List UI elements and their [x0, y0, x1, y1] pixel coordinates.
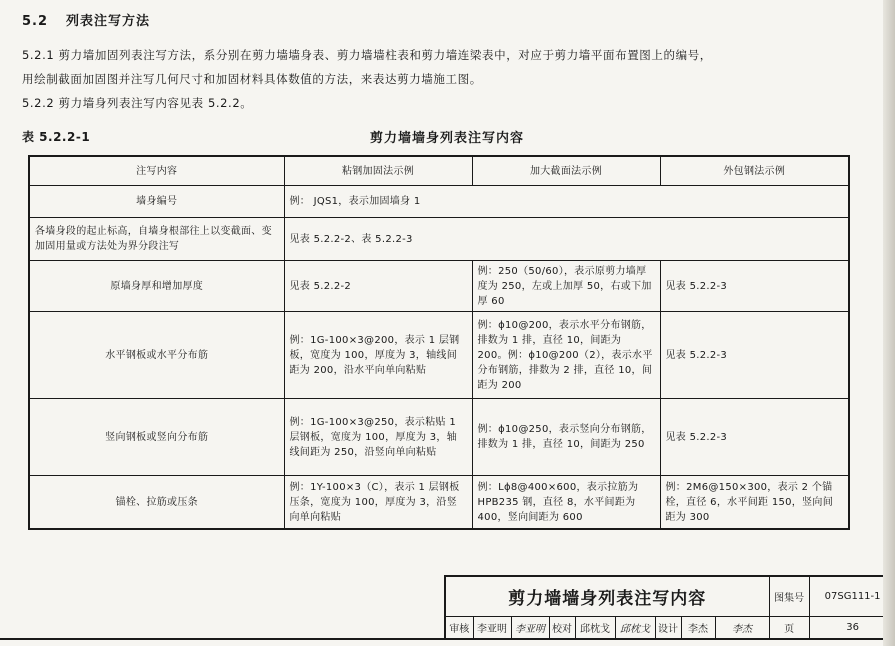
table-row: [29, 218, 849, 261]
cell-bonded-steel: 例：1G-100×3@250，表示粘贴 1 层钢板，宽度为 100，厚度为 3，轴线间距为 250，沿竖向单向粘贴: [284, 399, 472, 476]
cell-encased-steel: 见表 5.2.2-3: [660, 312, 849, 399]
design-label: 设计: [655, 616, 681, 638]
title-block: [444, 575, 895, 637]
cell-enlarged-section: 例：ϕ10@250，表示竖向分布钢筋，排数为 1 排，直径 10，间距为 250: [472, 399, 660, 476]
atlas-number: 07SG111-1: [809, 576, 895, 616]
row-label: 原墙身厚和增加厚度: [29, 261, 284, 312]
cell-enlarged-section: 例：250（50/60），表示原剪力墙厚度为 250，左或上加厚 50，右或下加厚 60: [472, 261, 660, 312]
row-merged-cell: 见表 5.2.2-2、表 5.2.2-3: [284, 218, 849, 261]
page-number: 36: [809, 616, 895, 638]
designer-name: 李杰: [681, 616, 715, 638]
cell-bonded-steel: 见表 5.2.2-2: [284, 261, 472, 312]
table-row: [29, 312, 849, 399]
cell-enlarged-section: 例：Lϕ8@400×600，表示拉筋为 HPB235 钢，直径 8，水平间距为 400，竖向间距为 600: [472, 476, 660, 530]
row-label: 各墙身段的起止标高，自墙身根部往上以变截面、变加固用量或方法处为界分段注写: [29, 218, 284, 261]
header-bonded-steel: 粘钢加固法示例: [284, 156, 472, 186]
header-encased-steel: 外包钢法示例: [660, 156, 849, 186]
row-label: 水平钢板或水平分布筋: [29, 312, 284, 399]
row-label: 竖向钢板或竖向分布筋: [29, 399, 284, 476]
table-row: [29, 186, 849, 218]
paragraph-5-2-1-line2: 用绘制截面加固图并注写几何尺寸和加固材料具体数值的方法，来表达剪力墙施工图。: [22, 72, 482, 86]
table-header-row: [29, 156, 849, 186]
reviewer-name: 李亚明: [473, 616, 511, 638]
table-row: [29, 399, 849, 476]
cell-bonded-steel: 例：1G-100×3@200，表示 1 层钢板，宽度为 100，厚度为 3，轴线间距为 200，沿水平向单向粘贴: [284, 312, 472, 399]
row-label: 锚栓、拉筋或压条: [29, 476, 284, 530]
cell-encased-steel: 见表 5.2.2-3: [660, 261, 849, 312]
check-label: 校对: [549, 616, 575, 638]
section-title: 列表注写方法: [66, 14, 151, 29]
title-block-title: 剪力墙墙身列表注写内容: [445, 576, 769, 616]
reviewer-signature: 李亚明: [511, 616, 549, 638]
table-caption: 剪力墙墙身列表注写内容: [370, 131, 525, 146]
checker-name: 邱枕戈: [575, 616, 615, 638]
paragraph-5-2-1-line1: 5.2.1 剪力墙加固列表注写方法，系分别在剪力墙墙身表、剪力墙墙柱表和剪力墙连梁表中，对应于剪力墙平面布置图上的编号，: [22, 48, 712, 62]
header-enlarged-section: 加大截面法示例: [472, 156, 660, 186]
atlas-number-label: 图集号: [769, 576, 809, 616]
checker-signature: 邱枕戈: [615, 616, 655, 638]
table-number: 表 5.2.2-1: [22, 130, 91, 144]
designer-signature: 李杰: [715, 616, 769, 638]
review-label: 审核: [445, 616, 473, 638]
row-merged-cell: 例： JQS1，表示加固墙身 1: [284, 186, 849, 218]
cell-enlarged-section: 例：ϕ10@200，表示水平分布钢筋，排数为 1 排，直径 10，间距为 200。例：ϕ10@200（2），表示水平分布钢筋，排数为 2 排，直径 10，间距为 200: [472, 312, 660, 399]
section-number: 5.2: [22, 14, 49, 29]
paragraph-5-2-2: 5.2.2 剪力墙身列表注写内容见表 5.2.2。: [22, 96, 253, 110]
header-content: 注写内容: [29, 156, 284, 186]
section-heading: [22, 10, 150, 29]
cell-bonded-steel: 例：1Y-100×3（C），表示 1 层钢板压条，宽度为 100，厚度为 3，沿竖向单向粘贴: [284, 476, 472, 530]
row-label: 墙身编号: [29, 186, 284, 218]
table-row: [29, 261, 849, 312]
table-row: [29, 476, 849, 530]
page-label: 页: [769, 616, 809, 638]
page-edge-shadow: [883, 0, 895, 646]
cell-encased-steel: 见表 5.2.2-3: [660, 399, 849, 476]
cell-encased-steel: 例：2M6@150×300，表示 2 个锚栓，直径 6，水平间距 150，竖向间距为 300: [660, 476, 849, 530]
bottom-border-line: [0, 638, 895, 640]
wall-body-annotation-table: [28, 155, 850, 530]
